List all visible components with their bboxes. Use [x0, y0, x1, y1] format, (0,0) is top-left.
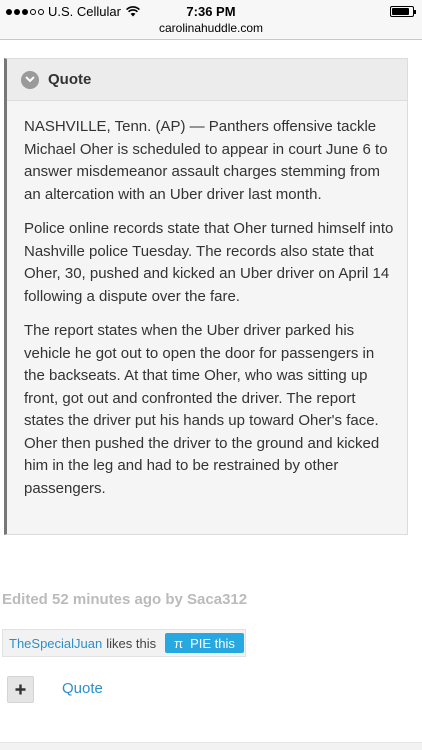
- divider: [0, 742, 422, 750]
- quote-header[interactable]: [7, 59, 407, 101]
- edited-note: Edited 52 minutes ago by Saca312: [2, 591, 248, 608]
- pie-icon: π: [174, 635, 184, 651]
- quote-body: [7, 101, 407, 500]
- carrier-name: U.S. Cellular: [48, 4, 121, 19]
- clock: 7:36 PM: [186, 4, 236, 19]
- pie-this-label: PIE this: [190, 635, 235, 651]
- quote-button[interactable]: Quote: [62, 680, 103, 697]
- url-bar[interactable]: carolinahuddle.com: [158, 21, 264, 35]
- battery-icon: [390, 6, 414, 17]
- chevron-down-icon[interactable]: [21, 71, 39, 89]
- pie-this-button[interactable]: [165, 633, 244, 653]
- quote-paragraph: NASHVILLE, Tenn. (AP) — Panthers offensive tackle Michael Oher is scheduled to appear in court June 6 to answer misdemeanor assault charges stemming from an altercation with an Uber driver last month.: [24, 118, 388, 203]
- plus-icon: [15, 684, 26, 695]
- quote-paragraph: The report states when the Uber driver parked his vehicle he got out to open the door for passengers in the backseats. At that time Oher, who was sitting up front, got out and confronted the driver. The report states the driver put his hands up toward Oher's face. Oher then pushed the driver to the ground and kicked him in the leg and had to be restrained by other passengers.: [24, 322, 380, 497]
- quote-block: [4, 58, 408, 535]
- liker-link[interactable]: TheSpecialJuan: [9, 635, 103, 651]
- quote-paragraph: Police online records state that Oher turned himself into Nashville police Tuesday. The records also state that Oher, 30, pushed and kicked an Uber driver on April 14 following a dispute over the fare.: [24, 220, 394, 305]
- likes-bar: [2, 629, 246, 657]
- likes-text: likes this: [106, 635, 157, 651]
- status-bar: [0, 0, 422, 40]
- multiquote-button[interactable]: [7, 676, 34, 703]
- quote-title: Quote: [48, 71, 92, 88]
